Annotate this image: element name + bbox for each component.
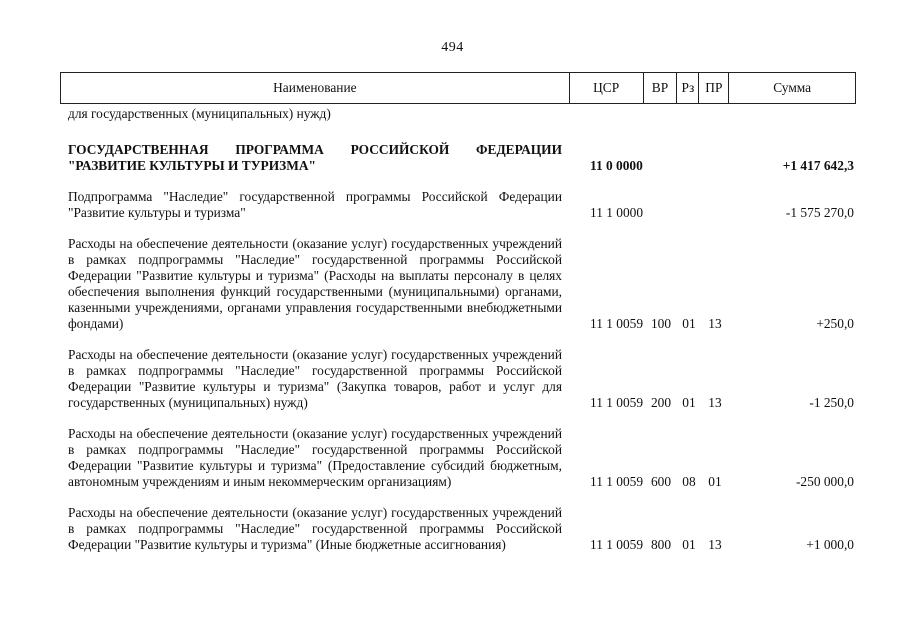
row-pr: 13	[708, 395, 722, 410]
row-vr: 800	[650, 537, 672, 552]
row-vr: 600	[650, 474, 672, 489]
row-name: Расходы на обеспечение деятельности (оказание услуг) государственных учреждений в рамках подпрограммы "Наследие" государственной программы Российской Федерации "Развитие культуры и туризма" (Закупка товаров, работ и услуг для государственных (муниципальных) нужд)	[68, 347, 562, 410]
row-sum: +1 417 642,3	[782, 158, 854, 173]
row-pr: 13	[708, 316, 722, 331]
row-sum: +250,0	[816, 316, 854, 331]
budget-table	[60, 72, 856, 553]
row-csr: 11 1 0059	[590, 316, 644, 331]
header-rz: Рз	[677, 73, 699, 103]
row-sum: -250 000,0	[795, 474, 854, 489]
continuation-row	[60, 106, 856, 122]
row-csr: 11 1 0059	[590, 474, 644, 489]
table-row	[60, 347, 856, 411]
header-vr: ВР	[644, 73, 678, 103]
row-csr: 11 1 0059	[590, 537, 644, 552]
continuation-text: для государственных (муниципальных) нужд)	[68, 106, 331, 121]
row-rz: 01	[682, 316, 696, 331]
table-row	[60, 236, 856, 332]
row-rz: 01	[682, 537, 696, 552]
table-row	[60, 505, 856, 553]
row-name: Расходы на обеспечение деятельности (оказание услуг) государственных учреждений в рамках подпрограммы "Наследие" государственной программы Российской Федерации "Развитие культуры и туризма" (Предоставление субсидий бюджетным, автономным учреждениям и иным некоммерческим организациям)	[68, 426, 562, 489]
table-row	[60, 189, 856, 221]
row-pr: 01	[708, 474, 722, 489]
header-csr: ЦСР	[570, 73, 644, 103]
table-header	[60, 72, 856, 104]
row-csr: 11 1 0059	[590, 395, 644, 410]
row-rz: 01	[682, 395, 696, 410]
row-sum: -1 575 270,0	[785, 205, 854, 220]
row-csr: 11 1 0000	[590, 205, 644, 220]
row-sum: +1 000,0	[806, 537, 854, 552]
header-sum: Сумма	[773, 80, 812, 95]
table-row	[60, 426, 856, 490]
row-rz: 08	[682, 474, 696, 489]
row-name: ГОСУДАРСТВЕННАЯ ПРОГРАММА РОССИЙСКОЙ ФЕДЕРАЦИИ "РАЗВИТИЕ КУЛЬТУРЫ И ТУРИЗМА"	[68, 142, 562, 173]
row-vr: 100	[650, 316, 672, 331]
header-pr: ПР	[699, 73, 729, 103]
row-sum: -1 250,0	[809, 395, 854, 410]
row-csr: 11 0 0000	[590, 158, 643, 173]
row-name: Расходы на обеспечение деятельности (оказание услуг) государственных учреждений в рамках подпрограммы "Наследие" государственной программы Российской Федерации "Развитие культуры и туризма" (Иные бюджетные ассигнования)	[68, 505, 562, 552]
header-name: Наименование	[61, 73, 570, 103]
table-row	[60, 142, 856, 174]
row-pr: 13	[708, 537, 722, 552]
page-number: 494	[441, 40, 464, 55]
row-name: Расходы на обеспечение деятельности (оказание услуг) государственных учреждений в рамках подпрограммы "Наследие" государственной программы Российской Федерации "Развитие культуры и туризма" (Расходы на выплаты персоналу в целях обеспечения выполнения функций государственными (муниципальными) органами, казенными учреждениями, органами управления государственными внебюджетными фондами)	[68, 236, 562, 331]
row-name: Подпрограмма "Наследие" государственной программы Российской Федерации "Развитие культуры и туризма"	[68, 189, 562, 220]
row-vr: 200	[650, 395, 672, 410]
